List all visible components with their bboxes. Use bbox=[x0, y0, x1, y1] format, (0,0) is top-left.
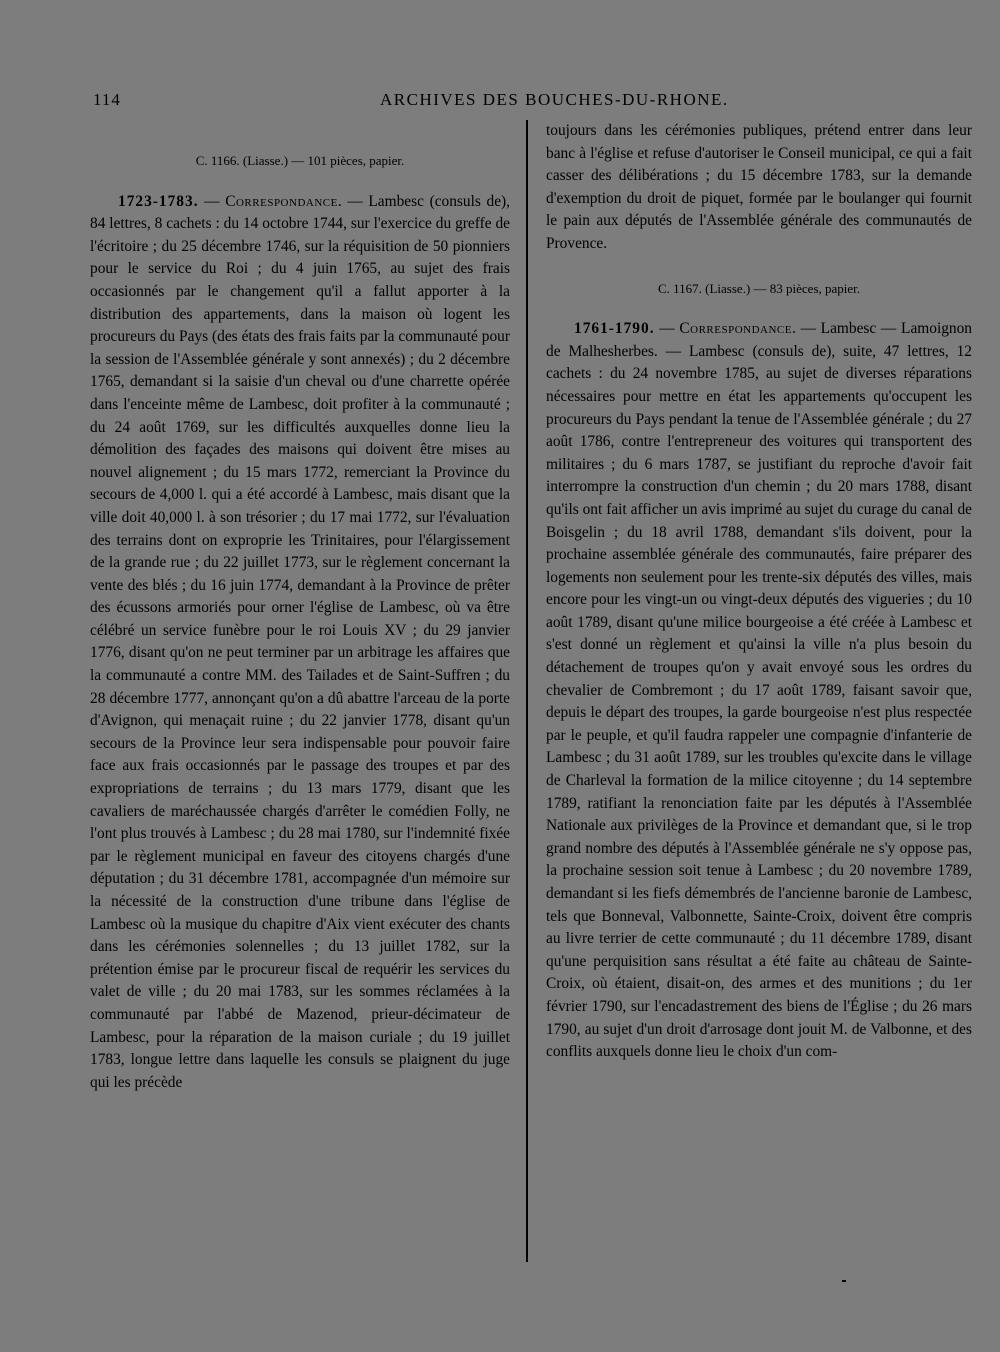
fonds-heading-c1167: C. 1167. (Liasse.) — 83 pièces, papier. bbox=[657, 280, 861, 296]
running-title: ARCHIVES DES BOUCHES-DU-RHONE. bbox=[380, 90, 729, 109]
entry-heading: Correspondance bbox=[679, 320, 792, 338]
column-divider bbox=[526, 120, 528, 1262]
fonds-heading-c1166: C. 1166. (Liasse.) — 101 pièces, papier. bbox=[195, 153, 405, 168]
left-column bbox=[90, 120, 510, 1094]
entry-dates: 1761-1790. bbox=[574, 320, 655, 338]
page-number: 114 bbox=[93, 90, 121, 109]
print-speck bbox=[842, 1280, 846, 1282]
entry-separator: — bbox=[654, 320, 680, 338]
entry-c1167 bbox=[546, 318, 972, 1064]
page-header bbox=[0, 90, 1000, 116]
entry-separator: . — bbox=[337, 192, 369, 210]
entry-continuation: toujours dans les cérémonies publiques, prétend entrer dans leur banc à l'église et refuse d'autoriser le Conseil municipal, ce qui a fait casser des délibérations ; du 15 décembre 1783, sur la demande d'exemption du droit de piquet, formée par le boulanger qui fournit le pain aux députés de l'Assemblée générale des communautés de Provence. bbox=[546, 122, 972, 252]
entry-separator: — bbox=[198, 192, 226, 210]
entry-separator: . — bbox=[792, 320, 821, 338]
right-column bbox=[546, 120, 972, 1064]
entry-c1166 bbox=[90, 191, 510, 1095]
entry-text: Lambesc — Lamoignon de Malhesherbes. — Lambesc (consuls de), suite, 47 lettres, 12 cachets : du 24 novembre 1785, au sujet de diverses réparations nécessaires pour mettre en état les appartements qu'occupent les procureurs du Pays pendant la tenue de l'Assemblée générale ; du 27 août 1786, contre l'entrepreneur des voitures qui transportent des militaires ; du 6 mars 1787, se justifiant du reproche d'avoir fait interrompre la construction d'un chemin ; du 20 mars 1788, disant qu'ils ont fait afficher un avis imprimé au sujet du curage du canal de Boisgelin ; du 18 avril 1788, demandant s'ils doivent, pour la prochaine assemblée générale des communautés, faire préparer des logements non seulement pour les trente-six députés des villes, mais encore pour les vingt-un ou vingt-deux députés des vigueries ; du 10 août 1789, disant qu'une milice bourgeoise a été créée à Lambesc et s'est donné un règlement et qu'ainsi la ville n'a plus besoin du détachement de troupes qu'on y avait envoyé sous les ordres du chevalier de Combremont ; du 17 août 1789, faisant savoir que, depuis le départ des troupes, la garde bourgeoise n'est plus respectée par le peuple, et qu'il faudra rappeler une compagnie d'infanterie de Lambesc ; du 31 août 1789, sur les troubles qu'excite dans le village de Charleval la formation de la milice citoyenne ; du 14 septembre 1789, ratifiant la renonciation faite par les députés à l'Assemblée Nationale aux privilèges de la Province et demandant que, si le trop grand nombre des députés à l'Assemblée générale ne s'y oppose pas, la prochaine session soit tenue à Lambesc ; du 20 novembre 1789, demandant si les fiefs démembrés de l'ancienne baronie de Lambesc, tels que Bonneval, Valbonnette, Sainte-Croix, doivent être compris au livre terrier de cette communauté ; du 11 décembre 1789, disant qu'une perquisition sans résultat a été faite au château de Sainte-Croix, où étaient, disait-on, des armes et des munitions ; du 1er février 1790, sur l'encadastrement des biens de l'Église ; du 26 mars 1790, au sujet d'un droit d'arrosage dont jouit M. de Valbonne, et des conflits auxquels donne lieu le choix d'un com- bbox=[546, 320, 972, 1061]
entry-dates: 1723-1783. bbox=[118, 192, 199, 210]
entry-heading: Correspondance bbox=[225, 192, 338, 210]
entry-text: Lambesc (consuls de), 84 lettres, 8 cachets : du 14 octobre 1744, sur l'exercice du greffe de l'écritoire ; du 25 décembre 1746, sur la réquisition de 50 pionniers pour le service du Roi ; du 4 juin 1765, au sujet des frais occasionnés par le changement qu'il a fallut apporter à la distribution des appartements, dans la maison où logent les procureurs du Pays (des états des frais faits par la communauté pour la session de l'Assemblée générale y sont annexés) ; du 2 décembre 1765, demandant si la saisie d'un cheval ou d'une charrette opérée dans l'enceinte même de Lambesc, doit profiter à la communauté ; du 24 août 1769, sur les difficultés auxquelles donne lieu la démolition des façades des maisons qui doivent être mises au nouvel alignement ; du 15 mars 1772, remerciant la Province du secours de 4,000 l. qui a été accordé à Lambesc, mais disant que la ville doit 40,000 l. à son trésorier ; du 17 mai 1772, sur l'évaluation des terrains dont on exproprie les Trinitaires, pour l'élargissement de la grande rue ; du 22 juillet 1773, sur le règlement concernant la vente des blés ; du 16 juin 1774, demandant à la Province de prêter des écussons armoriés pour orner l'église de Lambesc, où va être célébré un service funèbre pour le roi Louis XV ; du 29 janvier 1776, disant qu'on ne peut terminer par un arbitrage les affaires que la communauté a contre MM. des Tailades et de Saint-Suffren ; du 28 décembre 1777, annonçant qu'on a dû abattre l'arceau de la porte d'Avignon, qui menaçait ruine ; du 22 janvier 1778, disant qu'un secours de la Province leur sera indispensable pour pouvoir faire face aux frais occasionnés par le passage des troupes et par des expropriations de terrains ; du 13 mars 1779, disant que les cavaliers de maréchaussée chargés d'arrêter le comédien Folly, ne l'ont plus trouvés à Lambesc ; du 28 mai 1780, sur l'indemnité fixée par le règlement municipal en faveur des citoyens chargés d'une députation ; du 31 décembre 1781, accompagnée d'un mémoire sur la nécessité de la construction d'une tribune dans l'église de Lambesc où la musique du chapitre d'Aix vient exécuter des chants dans les cérémonies solennelles ; du 13 juillet 1782, sur la prétention émise par le procureur fiscal de requérir les services du valet de ville ; du 20 mai 1783, sur les sommes réclamées à la communauté par l'abbé de Mazenod, prieur-décimateur de Lambesc, pour la réparation de la maison curiale ; du 19 juillet 1783, longue lettre dans laquelle les consuls se plaignent du juge qui les précède bbox=[90, 192, 511, 1091]
